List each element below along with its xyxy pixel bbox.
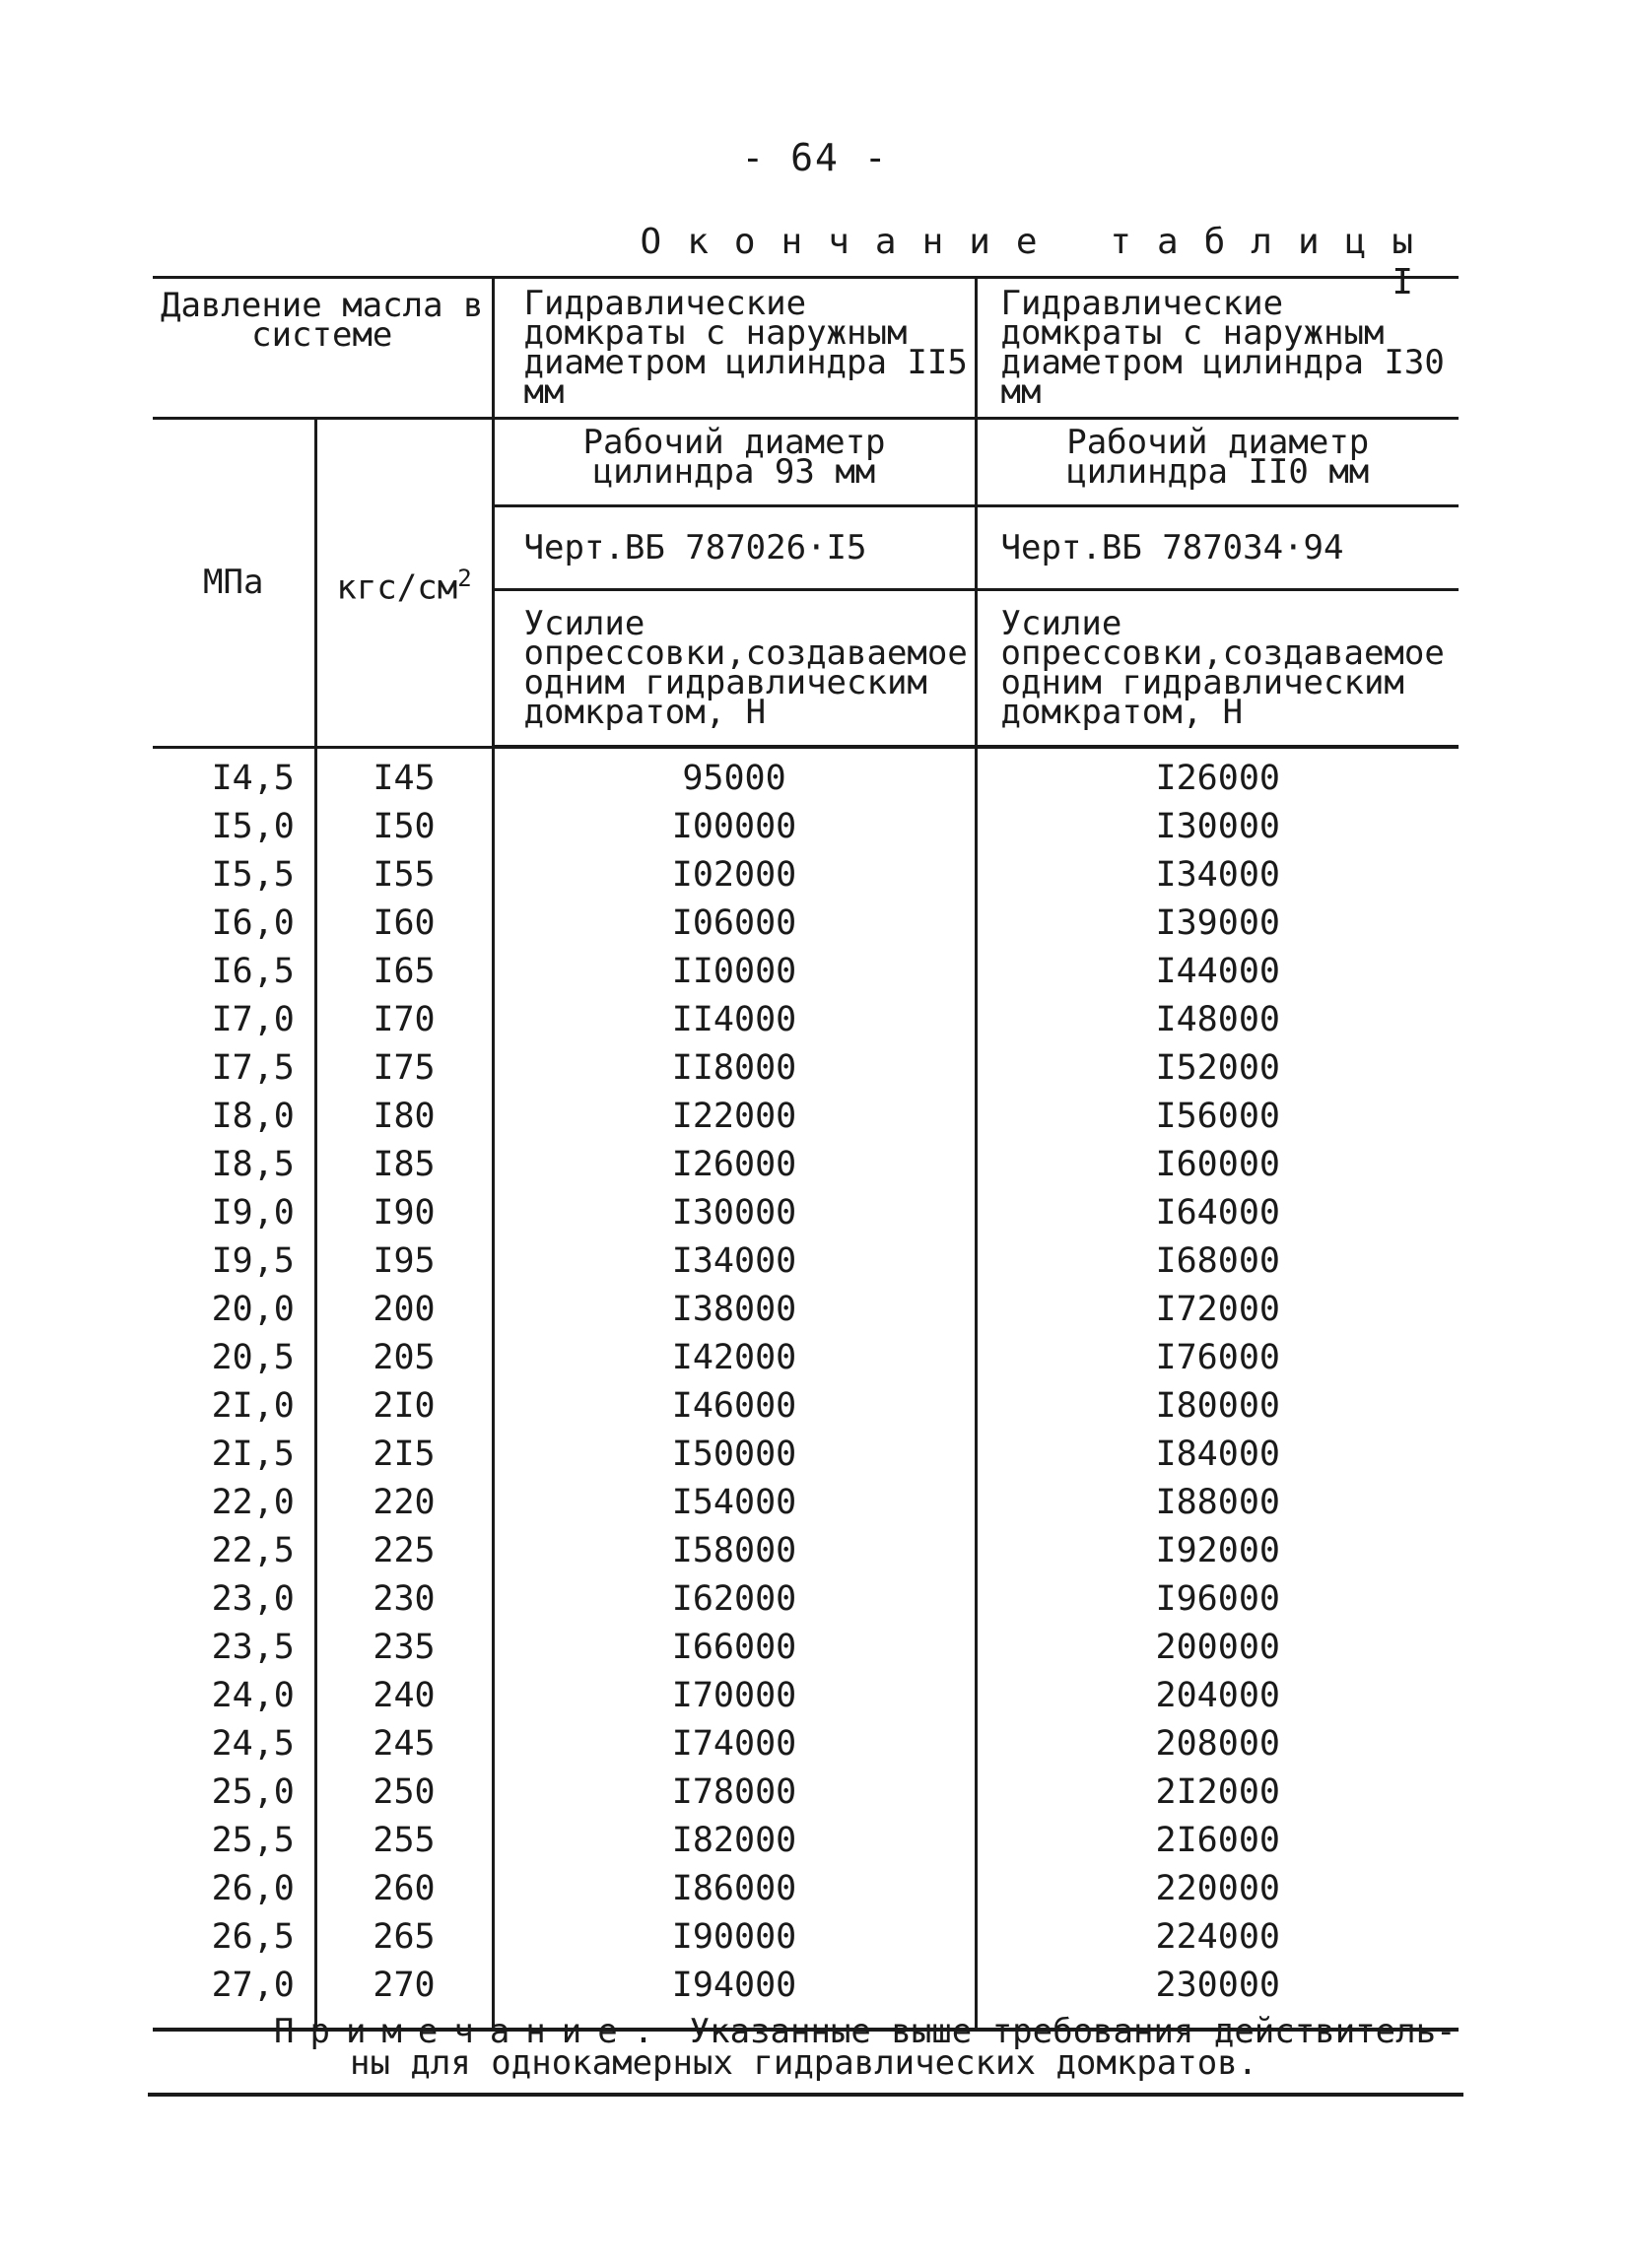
- cell-force-group1: I62000: [493, 1575, 976, 1624]
- cell-force-group1: II4000: [493, 996, 976, 1044]
- cell-force-group2: I88000: [1155, 1483, 1280, 1522]
- cell-force-group2: I72000: [1155, 1290, 1280, 1329]
- table-row: [153, 747, 1459, 803]
- cell-force-group1: 95000: [493, 747, 976, 803]
- cell-mpa: I7,0: [153, 996, 315, 1044]
- cell-kgf: 205: [315, 1334, 493, 1382]
- cell-mpa: I8,0: [153, 1093, 315, 1141]
- cell-mpa: 22,0: [153, 1479, 315, 1527]
- cell-mpa: 23,5: [153, 1624, 315, 1672]
- cell-force-group2: I92000: [1155, 1531, 1280, 1570]
- cell-kgf: I55: [315, 851, 493, 900]
- cell-kgf: I90: [315, 1189, 493, 1237]
- table-row: [153, 851, 1459, 900]
- cell-force-group2: 230000: [976, 1962, 1459, 2030]
- note: [148, 2012, 1463, 2097]
- cell-force-group2: I44000: [1155, 952, 1280, 991]
- page-number: - 64 -: [741, 136, 889, 179]
- header-group1-working-diameter: Рабочий диаметр цилиндра 93 мм: [493, 419, 976, 506]
- cell-force-group2: I60000: [1155, 1145, 1280, 1184]
- cell-force-group2: I56000: [1155, 1097, 1280, 1136]
- table-row: [153, 1093, 1459, 1141]
- unit-kgf-exponent: 2: [457, 564, 472, 592]
- cell-force-group1: I82000: [493, 1817, 976, 1865]
- cell-mpa: I5,5: [153, 851, 315, 900]
- cell-kgf: I80: [315, 1093, 493, 1141]
- table-row: [153, 1334, 1459, 1382]
- cell-force-group2: I68000: [1155, 1241, 1280, 1281]
- cell-force-group1: I66000: [493, 1624, 976, 1672]
- cell-force-group1: I54000: [493, 1479, 976, 1527]
- cell-force-group2: I84000: [1155, 1434, 1280, 1474]
- cell-mpa: 22,5: [153, 1527, 315, 1575]
- cell-kgf: 200: [315, 1286, 493, 1334]
- cell-mpa: 27,0: [153, 1962, 315, 2030]
- cell-force-group1: I90000: [493, 1913, 976, 1962]
- table-row: [153, 1575, 1459, 1624]
- table-row: [153, 1431, 1459, 1479]
- cell-force-group2: I76000: [1155, 1338, 1280, 1377]
- cell-kgf: 270: [315, 1962, 493, 2030]
- cell-force-group1: I06000: [493, 900, 976, 948]
- cell-force-group1: II8000: [493, 1044, 976, 1093]
- header-pressure: Давление масла в системе: [153, 278, 493, 419]
- cell-force-group2: I39000: [1155, 903, 1280, 943]
- cell-force-group2: I30000: [1155, 807, 1280, 846]
- cell-kgf: I75: [315, 1044, 493, 1093]
- cell-force-group2: 204000: [1155, 1676, 1280, 1715]
- cell-force-group1: I38000: [493, 1286, 976, 1334]
- table-row: [153, 1720, 1459, 1768]
- cell-mpa: I4,5: [153, 747, 315, 803]
- cell-kgf: 240: [315, 1672, 493, 1720]
- cell-force-group2: I26000: [1155, 759, 1280, 798]
- cell-kgf: 220: [315, 1479, 493, 1527]
- cell-force-group1: I46000: [493, 1382, 976, 1431]
- note-label: Примечание.: [274, 2012, 670, 2051]
- cell-mpa: 25,5: [153, 1817, 315, 1865]
- unit-mpa-label: МПа: [203, 563, 264, 603]
- cell-force-group2: 2I2000: [1155, 1772, 1280, 1812]
- cell-mpa: I6,0: [153, 900, 315, 948]
- unit-kgf-label: кгс/см: [336, 567, 458, 607]
- table-row: [153, 948, 1459, 996]
- table-row: [153, 996, 1459, 1044]
- cell-mpa: 25,0: [153, 1768, 315, 1817]
- cell-kgf: I60: [315, 900, 493, 948]
- cell-kgf: I50: [315, 803, 493, 851]
- cell-force-group2: I34000: [1155, 855, 1280, 895]
- cell-force-group1: I50000: [493, 1431, 976, 1479]
- cell-mpa: 26,5: [153, 1913, 315, 1962]
- table-row: [153, 1768, 1459, 1817]
- cell-kgf: 255: [315, 1817, 493, 1865]
- cell-mpa: I7,5: [153, 1044, 315, 1093]
- table-row: [153, 1286, 1459, 1334]
- table-row: [153, 1913, 1459, 1962]
- cell-kgf: 250: [315, 1768, 493, 1817]
- note-text-line1: Указанные выше требования действитель-: [689, 2012, 1457, 2051]
- table-header: [153, 278, 1459, 748]
- table-row: [153, 1189, 1459, 1237]
- cell-force-group2: 2I6000: [1155, 1821, 1280, 1860]
- cell-kgf: 245: [315, 1720, 493, 1768]
- cell-force-group1: I22000: [493, 1093, 976, 1141]
- cell-force-group1: I02000: [493, 851, 976, 900]
- table-row: [153, 1479, 1459, 1527]
- header-group2-title: Гидравлические домкраты с наружным диаметром цилиндра I30 мм: [976, 278, 1459, 419]
- table-row: [153, 1672, 1459, 1720]
- cell-kgf: 265: [315, 1913, 493, 1962]
- cell-force-group1: I78000: [493, 1768, 976, 1817]
- cell-mpa: 23,0: [153, 1575, 315, 1624]
- cell-kgf: I70: [315, 996, 493, 1044]
- cell-force-group2: 208000: [1155, 1724, 1280, 1764]
- cell-force-group1: I42000: [493, 1334, 976, 1382]
- cell-mpa: 2I,5: [153, 1431, 315, 1479]
- cell-force-group2: 220000: [1155, 1869, 1280, 1908]
- cell-mpa: I6,5: [153, 948, 315, 996]
- cell-force-group2: I64000: [1155, 1193, 1280, 1233]
- data-table: [153, 276, 1459, 2032]
- table-body: [153, 747, 1459, 2030]
- cell-force-group1: I26000: [493, 1141, 976, 1189]
- cell-mpa: I5,0: [153, 803, 315, 851]
- cell-kgf: 2I0: [315, 1382, 493, 1431]
- cell-mpa: 2I,0: [153, 1382, 315, 1431]
- cell-force-group2: I96000: [1155, 1579, 1280, 1619]
- header-group2-working-diameter: Рабочий диаметр цилиндра II0 мм: [976, 419, 1459, 506]
- cell-force-group2: I52000: [1155, 1048, 1280, 1088]
- cell-force-group2: 224000: [1155, 1917, 1280, 1957]
- cell-mpa: 26,0: [153, 1865, 315, 1913]
- cell-mpa: 20,5: [153, 1334, 315, 1382]
- cell-mpa: I8,5: [153, 1141, 315, 1189]
- cell-kgf: I45: [315, 747, 493, 803]
- cell-kgf: 230: [315, 1575, 493, 1624]
- cell-force-group1: I00000: [493, 803, 976, 851]
- table-row: [153, 900, 1459, 948]
- cell-force-group2: I48000: [1155, 1000, 1280, 1039]
- cell-mpa: 20,0: [153, 1286, 315, 1334]
- cell-mpa: 24,5: [153, 1720, 315, 1768]
- cell-kgf: I95: [315, 1237, 493, 1286]
- cell-kgf: 225: [315, 1527, 493, 1575]
- cell-force-group1: I34000: [493, 1237, 976, 1286]
- table-caption: Окончание таблицы I: [640, 222, 1439, 302]
- cell-mpa: I9,5: [153, 1237, 315, 1286]
- cell-force-group1: I58000: [493, 1527, 976, 1575]
- cell-force-group1: I74000: [493, 1720, 976, 1768]
- cell-kgf: I65: [315, 948, 493, 996]
- cell-force-group1: I94000: [493, 1962, 976, 2030]
- cell-force-group1: II0000: [493, 948, 976, 996]
- cell-force-group2: 200000: [1155, 1628, 1280, 1667]
- header-group1-title: Гидравлические домкраты с наружным диаметром цилиндра II5 мм: [493, 278, 976, 419]
- header-unit-kgf: [315, 419, 493, 748]
- cell-force-group1: I86000: [493, 1865, 976, 1913]
- cell-kgf: I85: [315, 1141, 493, 1189]
- cell-kgf: 235: [315, 1624, 493, 1672]
- table-row: [153, 1382, 1459, 1431]
- cell-force-group1: I70000: [493, 1672, 976, 1720]
- table-row: [153, 1044, 1459, 1093]
- cell-force-group1: I30000: [493, 1189, 976, 1237]
- cell-mpa: 24,0: [153, 1672, 315, 1720]
- table-row: [153, 1527, 1459, 1575]
- header-group2-drawing: Черт.ВБ 787034·94: [976, 506, 1459, 590]
- header-group2-force: Усилие опрессовки,создаваемое одним гидравлическим домкратом, Н: [976, 590, 1459, 748]
- table-row: [153, 803, 1459, 851]
- table-row: [153, 1141, 1459, 1189]
- cell-force-group2: I80000: [1155, 1386, 1280, 1426]
- cell-kgf: 2I5: [315, 1431, 493, 1479]
- table-row: [153, 1865, 1459, 1913]
- cell-mpa: I9,0: [153, 1189, 315, 1237]
- header-unit-mpa: [153, 419, 315, 748]
- table-row: [153, 1817, 1459, 1865]
- header-group1-drawing: Черт.ВБ 787026·I5: [493, 506, 976, 590]
- table-row: [153, 1624, 1459, 1672]
- header-group1-force: Усилие опрессовки,создаваемое одним гидравлическим домкратом, Н: [493, 590, 976, 748]
- cell-kgf: 260: [315, 1865, 493, 1913]
- note-text-line2: ны для однокамерных гидравлических домкратов.: [350, 2043, 1258, 2083]
- table-row: [153, 1237, 1459, 1286]
